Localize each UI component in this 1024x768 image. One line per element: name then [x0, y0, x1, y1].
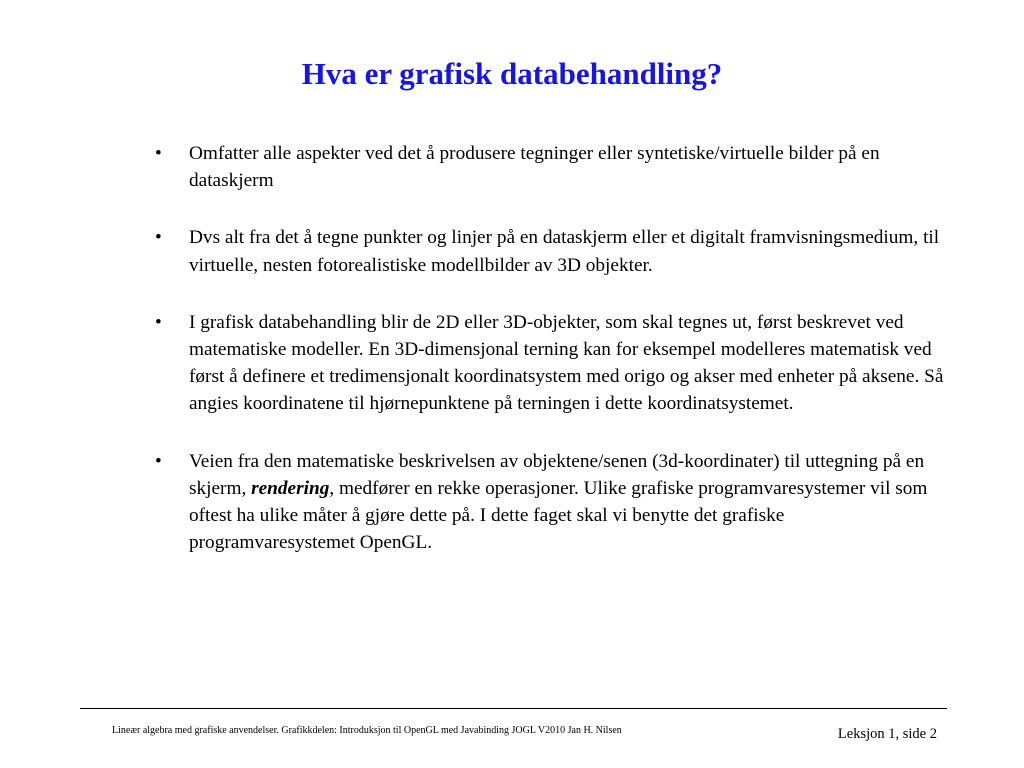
- bullet-item: [150, 309, 950, 418]
- bullet-icon: •: [155, 450, 162, 472]
- bullet-list: [150, 140, 950, 586]
- bullet-icon: •: [155, 311, 162, 333]
- bullet-text-after: , medfører en rekke operasjoner. Ulike grafiske programvaresystemer vil som oftest ha ulike måter å gjøre dette på. I dette faget skal vi benytte det grafiske programvaresystemet OpenGL.: [189, 477, 928, 554]
- bullet-text: Omfatter alle aspekter ved det å produsere tegninger eller syntetiske/virtuelle bilder på en dataskjerm: [189, 143, 880, 192]
- bullet-item: [150, 140, 950, 194]
- slide-title: Hva er grafisk databehandling?: [301, 56, 723, 91]
- footer-page-number: Leksjon 1, side 2: [837, 726, 937, 742]
- bullet-icon: •: [155, 227, 162, 249]
- bullet-text: Dvs alt fra det å tegne punkter og linjer på en dataskjerm eller et digitalt framvisningsmedium, til virtuelle, nesten fotorealistiske modellbilder av 3D objekter.: [189, 227, 940, 276]
- footer-course-info: Lineær algebra med grafiske anvendelser. Grafikkdelen: Introduksjon til OpenGL med Javabinding JOGL V2010 Jan H. Nilsen: [112, 725, 622, 736]
- bullet-item: [150, 448, 950, 557]
- bullet-text-before: Veien fra den matematiske beskrivelsen av objektene/senen (3d-koordinater) til uttegning på en skjerm,: [189, 450, 925, 499]
- bullet-text: I grafisk databehandling blir de 2D eller 3D-objekter, som skal tegnes ut, først beskrevet ved matematiske modeller. En 3D-dimensjonal terning kan for eksempel modelleres matematisk ved først å definere et tredimensjonalt koordinatsystem med origo og akser med enheter på aksene. Så angies koordinatene til hjørnepunktene på terningen i dette koordinatsystemet.: [189, 311, 944, 415]
- bullet-icon: •: [155, 143, 162, 164]
- bullet-item: [150, 224, 950, 278]
- footer-divider: [80, 708, 947, 709]
- emphasized-term: rendering: [251, 477, 330, 499]
